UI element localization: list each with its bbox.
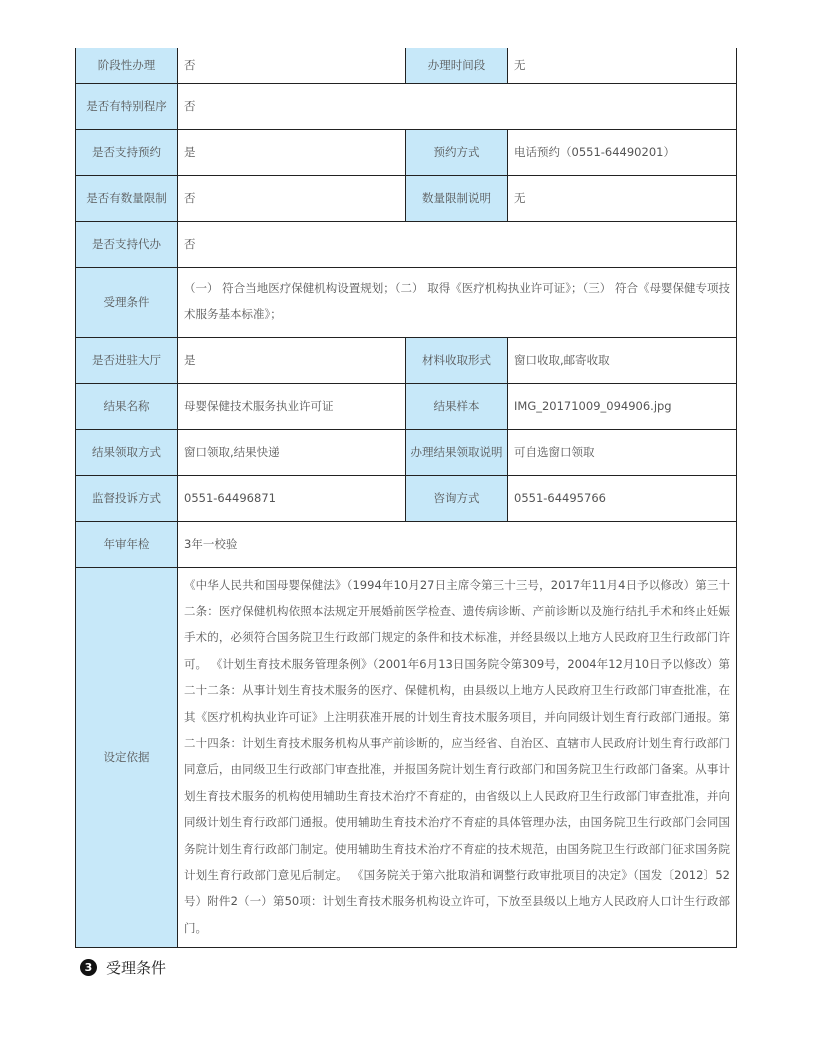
- table-row: [76, 475, 737, 521]
- value-cell: 否: [178, 175, 406, 221]
- label-cell: 是否支持预约: [76, 129, 178, 175]
- table-row: [76, 129, 737, 175]
- label-cell: 数量限制说明: [406, 175, 508, 221]
- label-cell: 是否支持代办: [76, 221, 178, 267]
- table-row: [76, 267, 737, 337]
- table-row: [76, 383, 737, 429]
- value-cell: 0551-64495766: [508, 475, 737, 521]
- value-cell: （一） 符合当地医疗保健机构设置规划；（二） 取得《医疗机构执业许可证》；（三） 符合《母婴保健专项技术服务基本标准》；: [178, 267, 737, 337]
- label-cell: 预约方式: [406, 129, 508, 175]
- label-cell: 年审年检: [76, 521, 178, 567]
- label-cell: 是否有特别程序: [76, 83, 178, 129]
- table-row: [76, 83, 737, 129]
- value-cell: 《中华人民共和国母婴保健法》（1994年10月27日主席令第三十三号，2017年11月4日予以修改）第三十二条：医疗保健机构依照本法规定开展婚前医学检查、遗传病诊断、产前诊断以及施行结扎手术和终止妊娠手术的，必须符合国务院卫生行政部门规定的条件和技术标准，并经县级以上地方人民政府卫生行政部门许可。 《计划生育技术服务管理条例》（2001年6月13日国务院令第309号，2004年12月10日予以修改）第二十二条：从事计划生育技术服务的医疗、保健机构，由县级以上地方人民政府卫生行政部门审查批准，在其《医疗机构执业许可证》上注明获准开展的计划生育技术服务项目，并向同级计划生育行政部门通报。第二十四条：计划生育技术服务机构从事产前诊断的，应当经省、自治区、直辖市人民政府计划生育行政部门同意后，由同级卫生行政部门审查批准，并报国务院计划生育行政部门和国务院卫生行政部门备案。从事计划生育技术服务的机构使用辅助生育技术治疗不育症的，由省级以上人民政府卫生行政部门审查批准，并向同级计划生育行政部门通报。使用辅助生育技术治疗不育症的具体管理办法，由国务院卫生行政部门会同国务院计划生育行政部门制定。使用辅助生育技术治疗不育症的技术规范，由国务院卫生行政部门征求国务院计划生育行政部门意见后制定。 《国务院关于第六批取消和调整行政审批项目的决定》（国发〔2012〕52号）附件2（一）第50项：计划生育技术服务机构设立许可，下放至县级以上地方人民政府人口计生行政部门。: [178, 567, 737, 948]
- label-cell: 材料收取形式: [406, 337, 508, 383]
- table-row: [76, 221, 737, 267]
- section-title: 受理条件: [106, 959, 167, 977]
- value-cell: 否: [178, 221, 737, 267]
- info-table: [75, 48, 737, 948]
- value-cell: 3年一校验: [178, 521, 737, 567]
- label-cell: 受理条件: [76, 267, 178, 337]
- value-cell: 电话预约（0551-64490201）: [508, 129, 737, 175]
- result-sample-link[interactable]: IMG_20171009_094906.jpg: [508, 383, 737, 429]
- label-cell: 办理时间段: [406, 48, 508, 83]
- value-cell: 否: [178, 48, 406, 83]
- label-cell: 咨询方式: [406, 475, 508, 521]
- label-cell: 结果领取方式: [76, 429, 178, 475]
- value-cell: 0551-64496871: [178, 475, 406, 521]
- table-row: [76, 521, 737, 567]
- value-cell: 是: [178, 337, 406, 383]
- table-row: [76, 429, 737, 475]
- value-cell: 否: [178, 83, 737, 129]
- section-number-icon: 3: [80, 959, 97, 976]
- value-cell: 无: [508, 48, 737, 83]
- section-heading: [80, 957, 166, 978]
- table-row: [76, 337, 737, 383]
- table-row: [76, 175, 737, 221]
- label-cell: 设定依据: [76, 567, 178, 948]
- value-cell: 是: [178, 129, 406, 175]
- table-row: [76, 567, 737, 948]
- label-cell: 结果样本: [406, 383, 508, 429]
- label-cell: 是否有数量限制: [76, 175, 178, 221]
- label-cell: 结果名称: [76, 383, 178, 429]
- label-cell: 阶段性办理: [76, 48, 178, 83]
- value-cell: 母婴保健技术服务执业许可证: [178, 383, 406, 429]
- value-cell: 无: [508, 175, 737, 221]
- table-row: [76, 48, 737, 83]
- label-cell: 办理结果领取说明: [406, 429, 508, 475]
- value-cell: 可自选窗口领取: [508, 429, 737, 475]
- value-cell: 窗口收取,邮寄收取: [508, 337, 737, 383]
- label-cell: 监督投诉方式: [76, 475, 178, 521]
- label-cell: 是否进驻大厅: [76, 337, 178, 383]
- value-cell: 窗口领取,结果快递: [178, 429, 406, 475]
